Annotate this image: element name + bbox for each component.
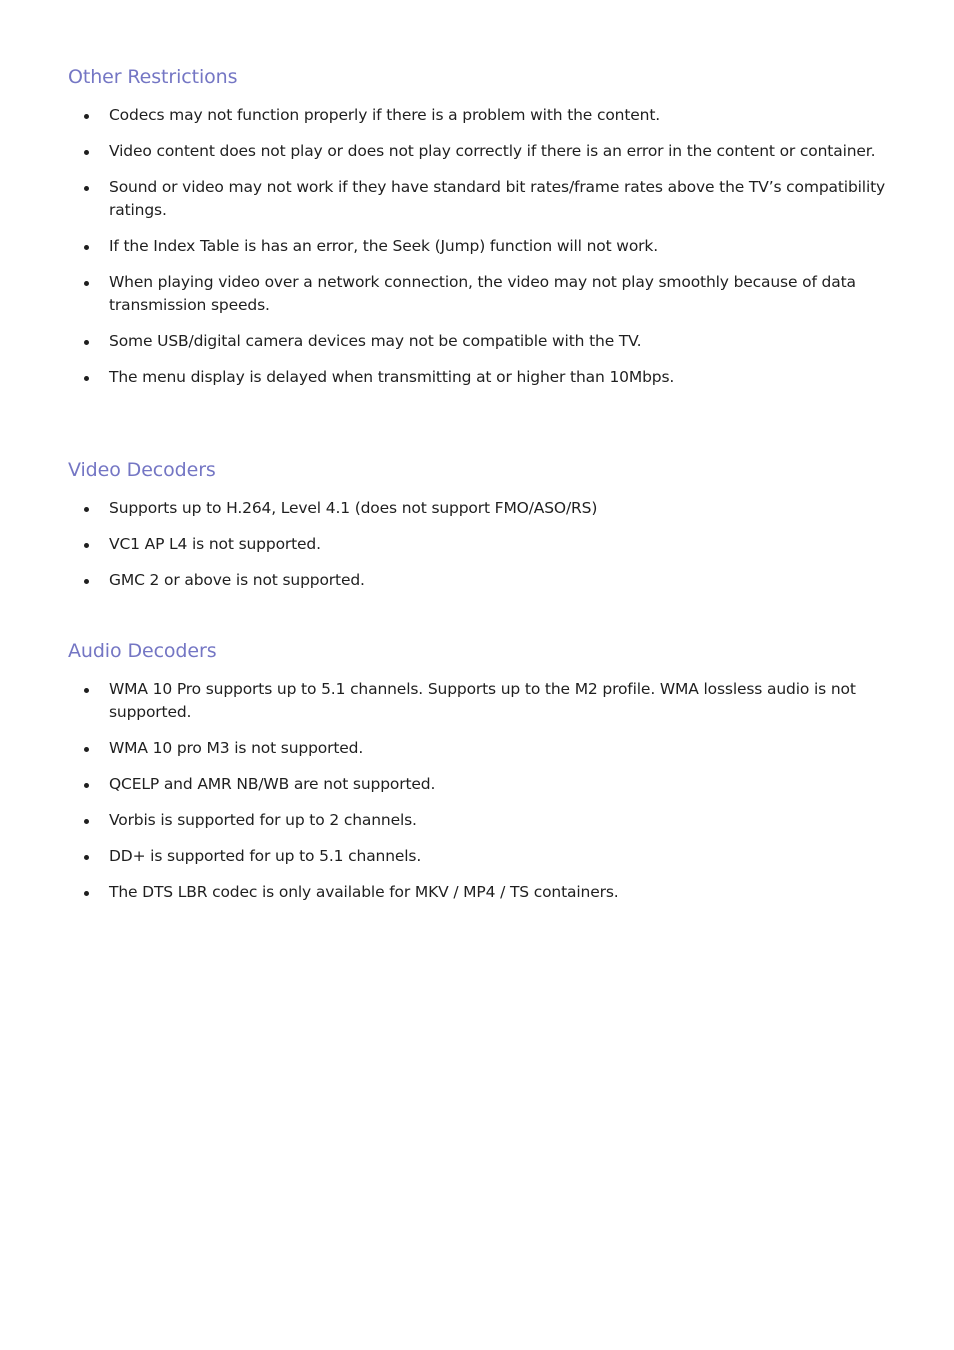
bullet-icon (84, 819, 89, 824)
list-item (68, 497, 898, 520)
list-item (68, 140, 898, 163)
list-item-text: The menu display is delayed when transmitting at or higher than 10Mbps. (109, 368, 675, 386)
list-item-text: QCELP and AMR NB/WB are not supported. (109, 775, 436, 793)
bullet-icon (84, 579, 89, 584)
list-item (68, 845, 898, 868)
bullet-list (68, 104, 898, 389)
bullet-icon (84, 543, 89, 548)
list-item-text: Video content does not play or does not play correctly if there is an error in the content or container. (109, 142, 876, 160)
bullet-icon (84, 688, 89, 693)
bullet-icon (84, 747, 89, 752)
bullet-icon (84, 150, 89, 155)
list-item (68, 569, 898, 592)
section-title: Other Restrictions (68, 66, 238, 88)
list-item (68, 235, 898, 258)
bullet-icon (84, 186, 89, 191)
list-item-text: GMC 2 or above is not supported. (109, 571, 365, 589)
bullet-icon (84, 855, 89, 860)
section-video-decoders (68, 458, 898, 592)
section-audio-decoders (68, 639, 898, 904)
list-item-text: WMA 10 pro M3 is not supported. (109, 739, 364, 757)
list-item (68, 809, 898, 832)
list-item (68, 330, 898, 353)
section-title: Video Decoders (68, 459, 216, 481)
bullet-icon (84, 783, 89, 788)
list-item (68, 533, 898, 556)
bullet-list (68, 678, 898, 904)
bullet-icon (84, 507, 89, 512)
list-item-text: DD+ is supported for up to 5.1 channels. (109, 847, 422, 865)
list-item (68, 881, 898, 904)
list-item (68, 678, 898, 724)
bullet-icon (84, 891, 89, 896)
bullet-icon (84, 245, 89, 250)
list-item-text: When playing video over a network connection, the video may not play smoothly because of data transmission speeds. (109, 273, 856, 314)
list-item (68, 271, 898, 317)
list-item-text: Sound or video may not work if they have standard bit rates/frame rates above the TV’s compatibility ratings. (109, 178, 886, 219)
list-item-text: The DTS LBR codec is only available for MKV / MP4 / TS containers. (109, 883, 619, 901)
list-item (68, 176, 898, 222)
section-other-restrictions (68, 65, 898, 389)
list-item-text: WMA 10 Pro supports up to 5.1 channels. Supports up to the M2 profile. WMA lossless audio is not supported. (109, 680, 856, 721)
list-item-text: Some USB/digital camera devices may not be compatible with the TV. (109, 332, 642, 350)
bullet-icon (84, 340, 89, 345)
list-item-text: Codecs may not function properly if there is a problem with the content. (109, 106, 661, 124)
bullet-icon (84, 281, 89, 286)
list-item (68, 737, 898, 760)
section-title: Audio Decoders (68, 640, 217, 662)
list-item (68, 773, 898, 796)
list-item (68, 104, 898, 127)
list-item-text: VC1 AP L4 is not supported. (109, 535, 321, 553)
bullet-list (68, 497, 898, 592)
list-item-text: Vorbis is supported for up to 2 channels. (109, 811, 417, 829)
bullet-icon (84, 114, 89, 119)
bullet-icon (84, 376, 89, 381)
list-item-text: Supports up to H.264, Level 4.1 (does not support FMO/ASO/RS) (109, 499, 598, 517)
list-item (68, 366, 898, 389)
list-item-text: If the Index Table is has an error, the Seek (Jump) function will not work. (109, 237, 658, 255)
